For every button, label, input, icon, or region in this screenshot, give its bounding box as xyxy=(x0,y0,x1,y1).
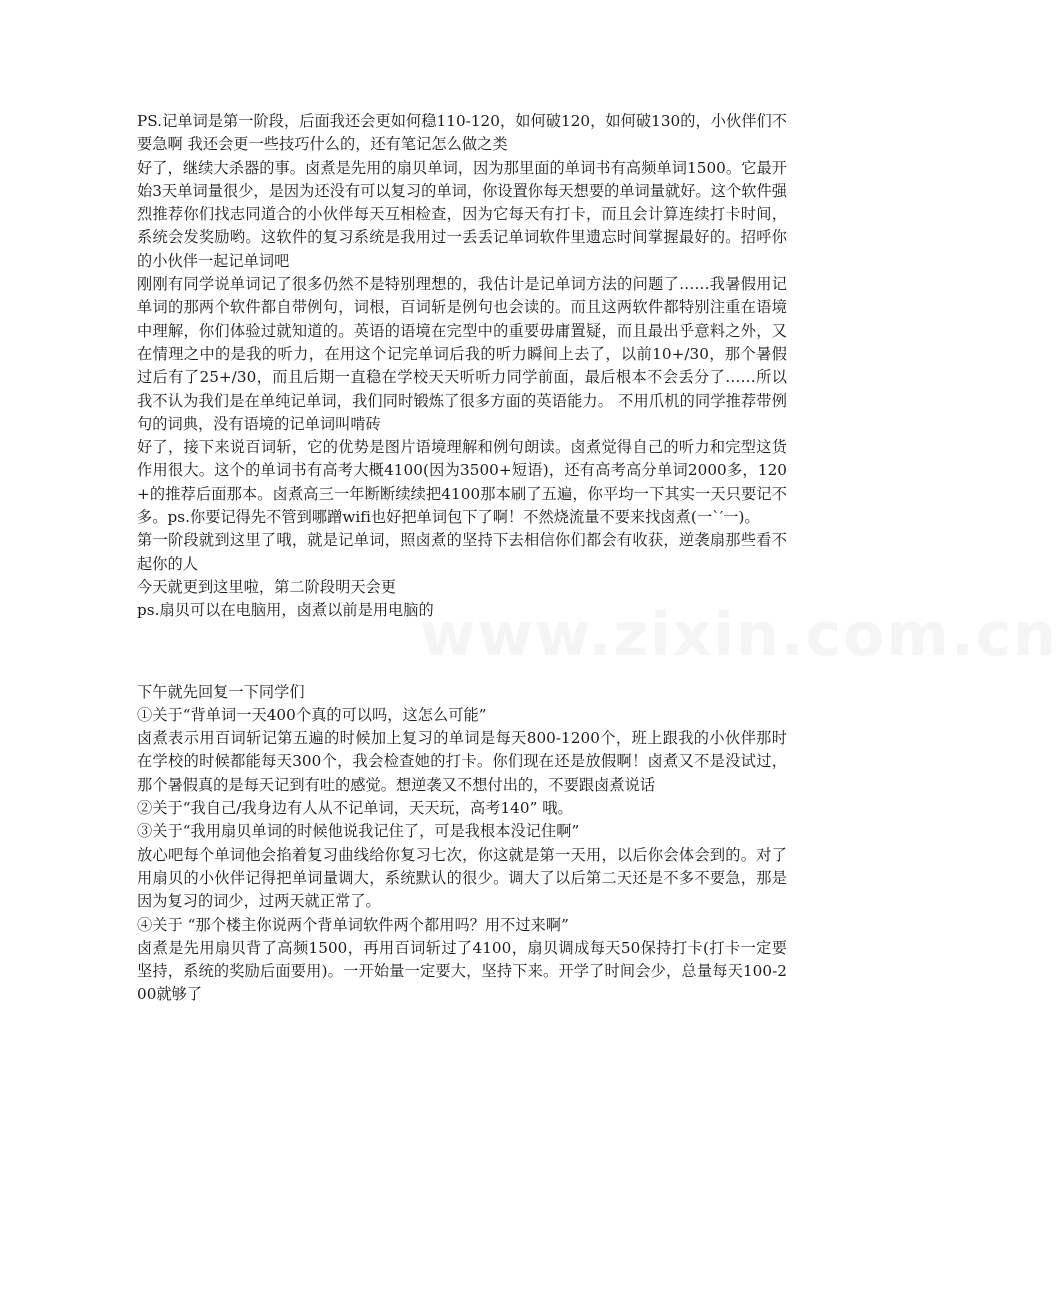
paragraph-reply-intro: 下午就先回复一下同学们 xyxy=(137,682,305,701)
answer-three: 放心吧每个单词他会掐着复习曲线给你复习七次，你这就是第一天用，以后你会体会到的。对了用扇贝的小伙伴记得把单词量调大，系统默认的很少。调大了以后第二天还是不多不要急，那是因为复习的词少，过两天就正常了。 xyxy=(137,845,787,911)
paragraph-shanbei: 好了，继续大杀器的事。卤煮是先用的扇贝单词，因为那里面的单词书有高频单词1500。它最开始3天单词量很少，是因为还没有可以复习的单词，你设置你每天想要的单词量就好。这个软件强烈推荐你们找志同道合的小伙伴每天互相检查，因为它每天有打卡，而且会计算连续打卡时间，系统会发奖励哟。这软件的复习系统是我用过一丢丢记单词软件里遗忘时间掌握最好的。招呼你的小伙伴一起记单词吧 xyxy=(137,158,787,270)
section-one xyxy=(137,110,787,623)
answer-one: 卤煮表示用百词斩记第五遍的时候加上复习的单词是每天800-1200个，班上跟我的小伙伴那时在学校的时候都能每天300个，我会检查她的打卡。你们现在还是放假啊！卤煮又不是没试过，那个暑假真的是每天记到有吐的感觉。想逆袭又不想付出的，不要跟卤煮说话 xyxy=(137,729,787,794)
question-one: ①关于“背单词一天400个真的可以吗，这怎么可能” xyxy=(137,705,487,724)
question-four: ④关于 “那个楼主你说两个背单词软件两个都用吗？用不过来啊” xyxy=(137,915,569,934)
section-two xyxy=(137,681,787,1007)
answer-four: 卤煮是先用扇贝背了高频1500，再用百词斩过了4100，扇贝调成每天50保持打卡(打卡一定要坚持，系统的奖励后面要用)。一开始量一定要大，坚持下来。开学了时间会少，总量每天100-200就够了 xyxy=(137,938,787,1004)
paragraph-ps-computer: ps.扇贝可以在电脑用，卤煮以前是用电脑的 xyxy=(137,601,434,620)
paragraph-stage-one-end: 第一阶段就到这里了哦，就是记单词，照卤煮的坚持下去相信你们都会有收获，逆袭扇那些看不起你的人 xyxy=(137,531,787,573)
paragraph-baicizhan: 好了，接下来说百词斩，它的优势是图片语境理解和例句朗读。卤煮觉得自己的听力和完型这货作用很大。这个的单词书有高考大概4100(因为3500+短语)，还有高考高分单词2000多，120+的推荐后面那本。卤煮高三一年断断续续把4100那本刷了五遍，你平均一下其实一天只要记不多。ps.你要记得先不管到哪蹭wifi也好把单词包下了啊！不然烧流量不要来找卤煮(一`′一)。 xyxy=(137,438,787,527)
watermark-text: www.zixin.com.cn xyxy=(420,600,1058,670)
section-gap xyxy=(137,623,787,681)
document-body xyxy=(137,110,787,1007)
paragraph-ps-intro: PS.记单词是第一阶段，后面我还会更如何稳110-120，如何破120，如何破130的，小伙伴们不要急啊 我还会更一些技巧什么的，还有笔记怎么做之类 xyxy=(137,112,787,154)
paragraph-update-note: 今天就更到这里啦，第二阶段明天会更 xyxy=(137,577,397,596)
question-two: ②关于“我自己/我身边有人从不记单词，天天玩，高考140” 哦。 xyxy=(137,799,573,818)
question-three: ③关于“我用扇贝单词的时候他说我记住了，可是我根本没记住啊” xyxy=(137,822,580,841)
paragraph-context-learning: 刚刚有同学说单词记了很多仍然不是特别理想的，我估计是记单词方法的问题了……我暑假用记单词的那两个软件都自带例句，词根，百词斩是例句也会读的。而且这两软件都特别注重在语境中理解，你们体验过就知道的。英语的语境在完型中的重要毋庸置疑，而且最出乎意料之外，又在情理之中的是我的听力，在用这个记完单词后我的听力瞬间上去了，以前10+/30，那个暑假过后有了25+/30，而且后期一直稳在学校天天听听力同学前面，最后根本不会丢分了……所以我不认为我们是在单纯记单词，我们同时锻炼了很多方面的英语能力。 不用爪机的同学推荐带例句的词典，没有语境的记单词叫啃砖 xyxy=(137,275,787,433)
